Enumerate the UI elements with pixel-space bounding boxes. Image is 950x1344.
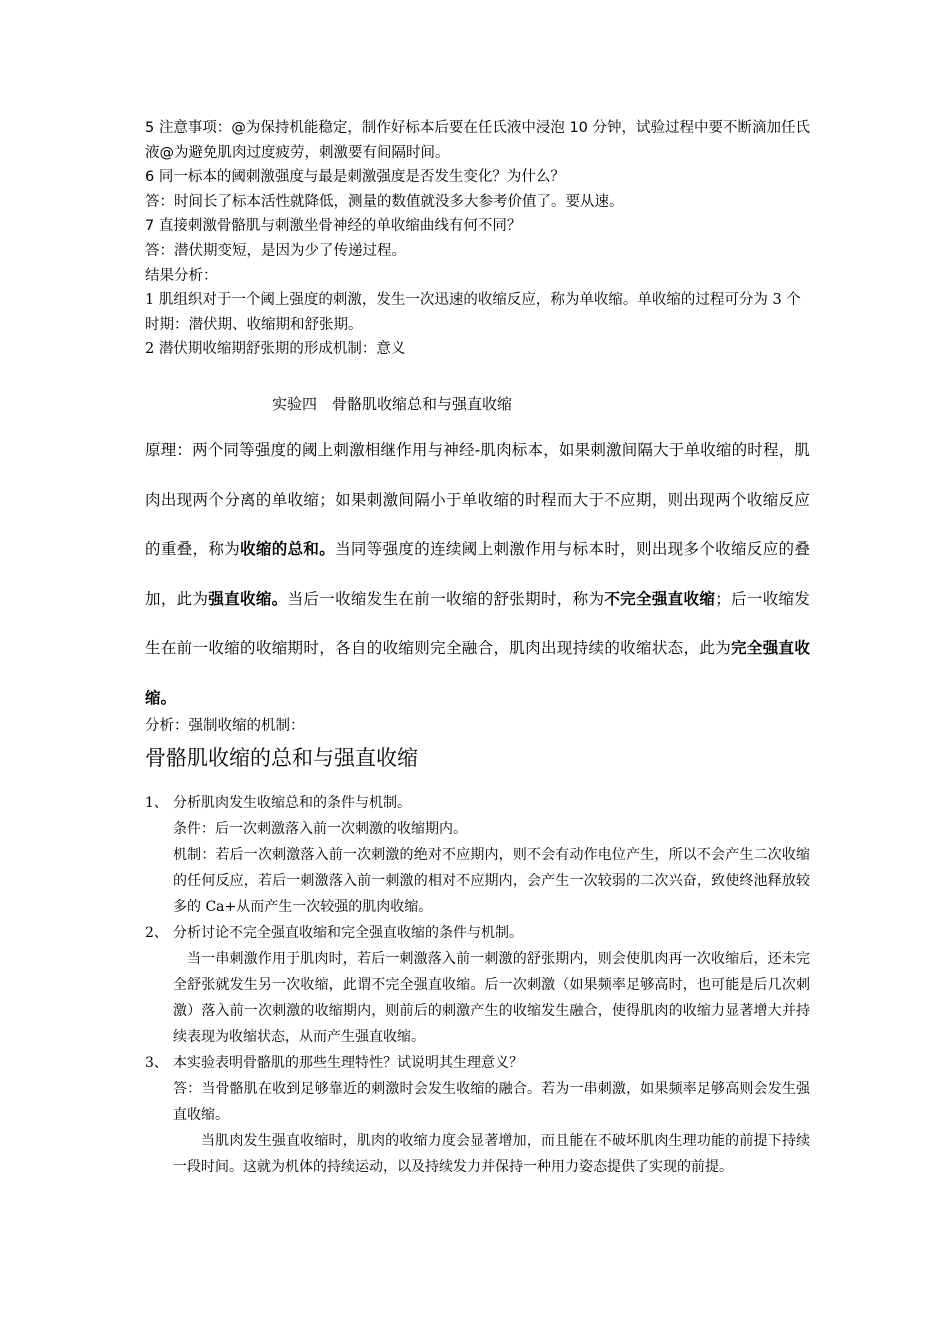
notes-section — [145, 116, 810, 362]
result-item-2: 2 潜伏期收缩期舒张期的形成机制：意义 — [145, 341, 406, 358]
answer-text: 当一串刺激作用于肌肉时，若后一刺激落入前一刺激的舒张期内，则会使肌肉再一次收缩后，还未完全舒张就发生另一次收缩，此谓不完全强直收缩。后一次刺激（如果频率足够高时，也可能是后几次刺激）落入前一次刺激的收缩期内，则前后的刺激产生的收缩发生融合，使得肌肉的收缩力显著增大并持续表现为收缩状态，从而产生强直收缩。 — [173, 951, 810, 1045]
question-6: 6 同一标本的阈刺激强度与最是刺激强度是否发生变化？为什么？ — [145, 169, 565, 186]
result-item-1: 1 肌组织对于一个阈上强度的刺激，发生一次迅速的收缩反应，称为单收缩。单收缩的过程可分为 3 个时期：潜伏期、收缩期和舒张期。 — [145, 292, 801, 333]
question-list — [145, 790, 810, 1180]
section-title: 骨骼肌收缩的总和与强直收缩 — [145, 746, 418, 770]
results-label: 结果分析： — [145, 267, 218, 284]
answer-6: 答：时间长了标本活性就降低，测量的数值就没多大参考价值了。要从速。 — [145, 193, 624, 210]
answer-condition: 条件：后一次刺激落入前一次刺激的收缩期内。 — [173, 821, 467, 837]
principle-paragraph — [145, 426, 810, 723]
list-item — [145, 790, 810, 920]
question-7: 7 直接刺激骨骼肌与刺激坐骨神经的单收缩曲线有何不同？ — [145, 218, 522, 235]
principle-text-3: 当后一收缩发生在前一收缩的舒张期时，称为 — [287, 589, 605, 608]
answer-significance: 当肌肉发生强直收缩时，肌肉的收缩力度会显著增加，而且能在不破坏肌肉生理功能的前提下持续一段时间。这就为机体的持续运动，以及持续发力并保持一种用力姿态提供了实现的前提。 — [173, 1133, 810, 1175]
list-number: 1、 — [145, 795, 168, 811]
question-title: 分析讨论不完全强直收缩和完全强直收缩的条件与机制。 — [173, 925, 523, 941]
list-number: 2、 — [145, 925, 168, 941]
list-item — [145, 920, 810, 1050]
term-incomplete-tetanus: 不完全强直收缩 — [604, 589, 716, 608]
analysis-label: 分析：强制收缩的机制： — [145, 718, 305, 734]
list-item — [145, 1050, 810, 1180]
question-title: 分析肌肉发生收缩总和的条件与机制。 — [173, 795, 411, 811]
answer-text: 答：当骨骼肌在收到足够靠近的刺激时会发生收缩的融合。若为一串刺激，如果频率足够高则会发生强直收缩。 — [173, 1081, 810, 1123]
question-title: 本实验表明骨骼肌的那些生理特性？试说明其生理意义？ — [173, 1055, 523, 1071]
list-number: 3、 — [145, 1055, 168, 1071]
term-summation: 收缩的总和。 — [240, 540, 336, 558]
experiment-heading: 实验四 骨骼肌收缩总和与强直收缩 — [272, 395, 513, 413]
answer-mechanism: 机制：若后一次刺激落入前一次刺激的绝对不应期内，则不会有动作电位产生，所以不会产生二次收缩的任何反应，若后一刺激落入前一刺激的相对不应期内，会产生一次较弱的二次兴奋，致使终池释放较多的 Ca+从而产生一次较强的肌肉收缩。 — [173, 847, 810, 915]
term-complete-tetanus: 完全强直收缩。 — [145, 639, 810, 707]
principle-text-4: ；后一收缩发生在前一收缩的收缩期时，各自的收缩则完全融合，肌肉出现持续的收缩状态，此为 — [145, 589, 810, 657]
note-item-5: 5 注意事项：@为保持机能稳定，制作好标本后要在任氏液中浸泡 10 分钟，试验过程中要不断滴加任氏液@为避免肌肉过度疲劳，刺激要有间隔时间。 — [145, 120, 810, 161]
principle-text-2: 当同等强度的连续阈上刺激作用与标本时，则出现多个收缩反应的叠加，此为 — [145, 540, 810, 608]
principle-text-1: 原理：两个同等强度的阈上刺激相继作用与神经-肌肉标本，如果刺激间隔大于单收缩的时程，肌肉出现两个分离的单收缩；如果刺激间隔小于单收缩的时程而大于不应期，则出现两个收缩反应的重叠，称为 — [145, 441, 810, 558]
term-tetanus: 强直收缩。 — [208, 589, 288, 608]
answer-7: 答：潜伏期变短，是因为少了传递过程。 — [145, 242, 406, 259]
